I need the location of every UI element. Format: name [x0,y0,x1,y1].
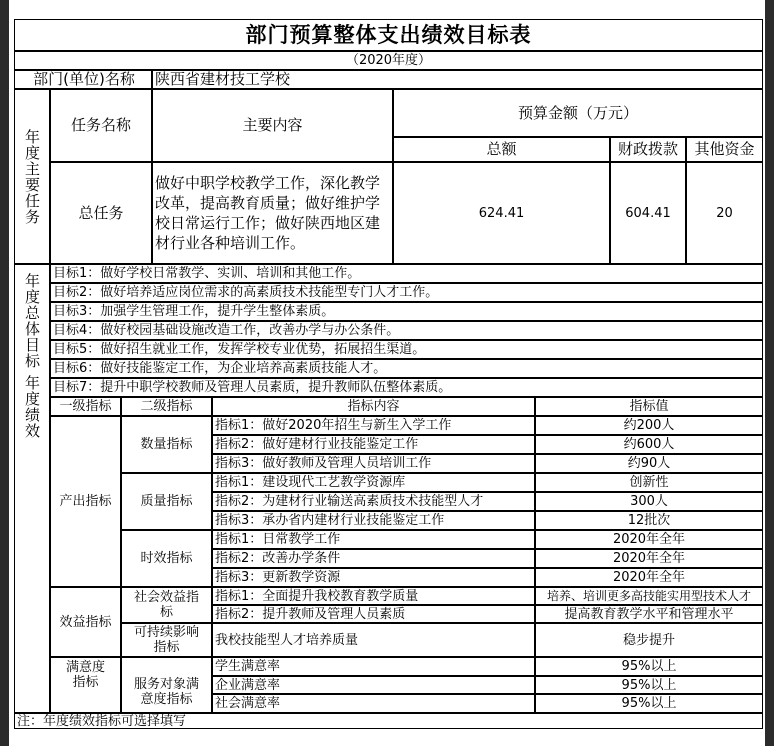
header-other: 其他资金 [686,137,763,162]
header-ind-value: 指标值 [535,397,763,416]
sustainability-label: 可持续影响指标 [121,623,212,657]
header-total: 总额 [393,137,610,162]
satisfaction-2-value: 95%以上 [535,676,763,694]
time-1-value: 2020年全年 [535,530,763,549]
annual-task-label: 年度主要任务 [14,89,50,264]
service-satisfaction-label: 服务对象满意度指标 [121,657,212,713]
output-indicator-label: 产出指标 [50,416,121,587]
sustain-content: 我校技能型人才培养质量 [212,623,535,657]
satisfaction-2-content: 企业满意率 [212,676,535,694]
quantity-1-value: 约200人 [535,416,763,435]
perf-label: 年度绩效 [23,375,41,439]
social-benefit-label: 社会效益指标 [121,587,212,623]
quality-1-content: 指标1：建设现代工艺教学资源库 [212,473,535,492]
header-budget: 预算金额（万元） [393,89,763,137]
social-2-value: 提高教育教学水平和管理水平 [535,605,763,623]
task-content: 做好中职学校教学工作，深化教学改革，提高教育质量；做好维护学校日常运行工作；做好陕西地区建材行业各种培训工作。 [152,162,393,264]
time-1-content: 指标1：日常教学工作 [212,530,535,549]
time-3-value: 2020年全年 [535,568,763,587]
satisfaction-3-content: 社会满意率 [212,694,535,713]
timeliness-indicator-label: 时效指标 [121,530,212,587]
header-fiscal: 财政拨款 [610,137,686,162]
goal-1: 目标1：做好学校日常教学、实训、培训和其他工作。 [50,264,763,283]
window-edge-right [765,0,774,746]
quality-2-content: 指标2：为建材行业输送高素质技术技能型人才 [212,492,535,511]
sustain-value: 稳步提升 [535,623,763,657]
quality-indicator-label: 质量指标 [121,473,212,530]
time-2-content: 指标2：改善办学条件 [212,549,535,568]
quality-3-value: 12批次 [535,511,763,530]
footnote: 注：年度绩效指标可选择填写 [14,713,763,729]
overall-goal-label: 年度总体目标 [23,273,41,369]
header-task-name: 任务名称 [50,89,152,162]
time-3-content: 指标3：更新教学资源 [212,568,535,587]
window-edge-left [0,0,9,746]
quantity-2-content: 指标2：做好建材行业技能鉴定工作 [212,435,535,454]
quality-2-value: 300人 [535,492,763,511]
goal-3: 目标3：加强学生管理工作，提升学生整体素质。 [50,302,763,321]
dept-label: 部门(单位)名称 [14,70,152,89]
satisfaction-indicator-label: 满意度指标 [50,657,121,713]
overall-perf-label-cell [14,264,50,713]
quality-3-content: 指标3：承办省内建材行业技能鉴定工作 [212,511,535,530]
satisfaction-1-value: 95%以上 [535,657,763,676]
quantity-3-content: 指标3：做好教师及管理人员培训工作 [212,454,535,473]
time-2-value: 2020年全年 [535,549,763,568]
quantity-1-content: 指标1：做好2020年招生与新生入学工作 [212,416,535,435]
satisfaction-3-value: 95%以上 [535,694,763,713]
table-title: 部门预算整体支出绩效目标表 [14,19,763,51]
fiscal-year: （2020年度） [14,51,763,70]
goal-2: 目标2：做好培养适应岗位需求的高素质技术技能型专门人才工作。 [50,283,763,302]
social-2-content: 指标2：提升教师及管理人员素质 [212,605,535,623]
quantity-2-value: 约600人 [535,435,763,454]
task-other: 20 [686,162,763,264]
goal-7: 目标7：提升中职学校教师及管理人员素质，提升教师队伍整体素质。 [50,378,763,397]
header-ind-content: 指标内容 [212,397,535,416]
quality-1-value: 创新性 [535,473,763,492]
task-fiscal: 604.41 [610,162,686,264]
goal-5: 目标5：做好招生就业工作，发挥学校专业优势，拓展招生渠道。 [50,340,763,359]
dept-name: 陕西省建材技工学校 [152,70,763,89]
quantity-indicator-label: 数量指标 [121,416,212,473]
satisfaction-1-content: 学生满意率 [212,657,535,676]
task-name: 总任务 [50,162,152,264]
header-level1: 一级指标 [50,397,121,416]
header-level2: 二级指标 [121,397,212,416]
goal-4: 目标4：做好校园基础设施改造工作，改善办学与办公条件。 [50,321,763,340]
header-main-content: 主要内容 [152,89,393,162]
social-1-value: 培养、培训更多高技能实用型技术人才 [535,587,763,605]
benefit-indicator-label: 效益指标 [50,587,121,657]
quantity-3-value: 约90人 [535,454,763,473]
social-1-content: 指标1：全面提升我校教育教学质量 [212,587,535,605]
goal-6: 目标6：做好技能鉴定工作，为企业培养高素质技能人才。 [50,359,763,378]
task-total: 624.41 [393,162,610,264]
